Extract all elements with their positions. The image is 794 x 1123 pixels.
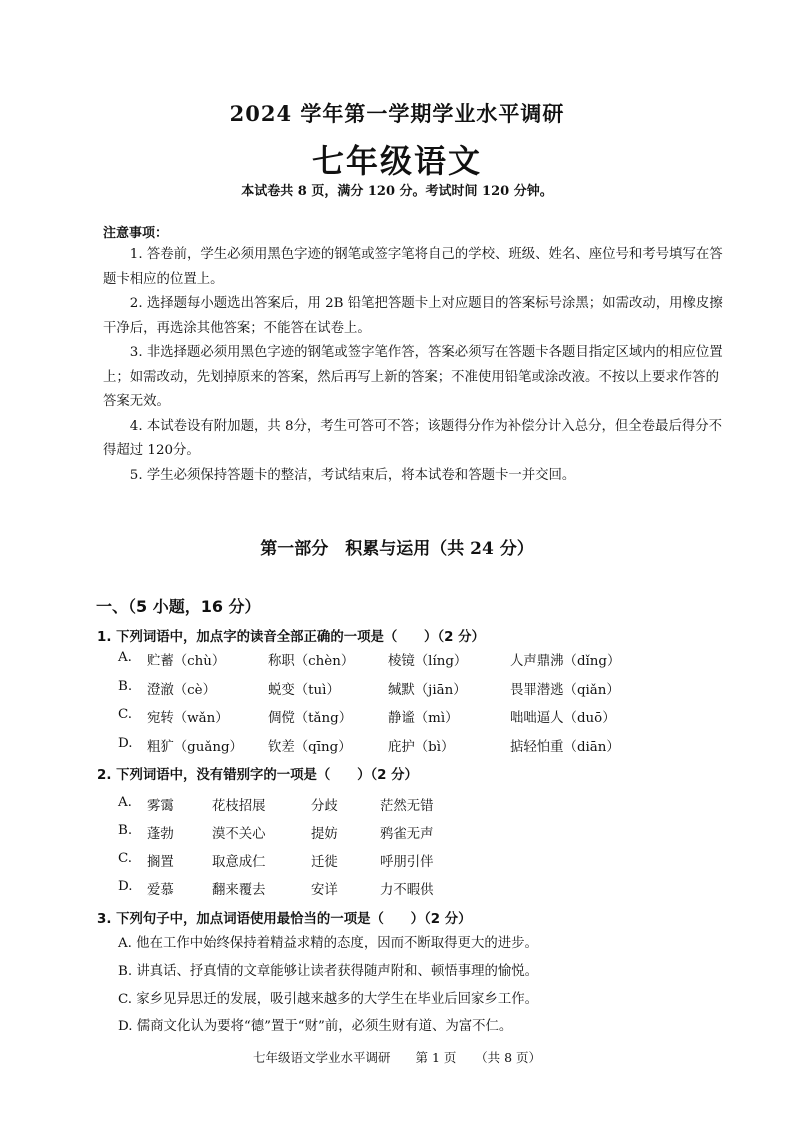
option-label: C.	[118, 851, 133, 866]
option-item: 安详	[311, 883, 338, 898]
option-item: 力不暇供	[380, 883, 434, 898]
option-sentence: D. 儒商文化认为要将“德”置于“财”前，必须生财有道、为富不仁。	[118, 1019, 513, 1034]
option-item: 提妨	[311, 827, 338, 842]
option-item: 倜傥（tǎng）	[268, 711, 353, 726]
option-item: 钦差（qīng）	[268, 740, 352, 755]
option-label: B.	[118, 823, 133, 838]
option-item: 贮蓄（chù）	[147, 654, 226, 669]
notice-heading: 注意事项：	[103, 226, 169, 241]
option-item: 澄澈（cè）	[147, 683, 216, 698]
question-1-stem: 1. 下列词语中，加点字的读音全部正确的一项是（ ）（2 分）	[97, 630, 485, 645]
option-item: 宛转（wǎn）	[147, 711, 229, 726]
option-label: A.	[118, 650, 132, 665]
option-item: 爱慕	[147, 883, 174, 898]
option-item: 咄咄逼人（duō）	[510, 711, 616, 726]
option-sentence: B. 讲真话、抒真情的文章能够让读者获得随声附和、顿悟事理的愉悦。	[118, 964, 539, 979]
page-footer: 七年级语文学业水平调研 第 1 页 （共 8 页）	[252, 1050, 542, 1065]
exam-info: 本试卷共 8 页，满分 120 分。考试时间 120 分钟。	[241, 184, 553, 199]
option-label: D.	[118, 736, 133, 751]
option-label: C.	[118, 707, 133, 722]
question-3-stem: 3. 下列句子中，加点词语使用最恰当的一项是（ ）（2 分）	[97, 912, 472, 927]
notice-item: 5. 学生必须保持答题卡的整洁，考试结束后，将本试卷和答题卡一并交回。	[129, 467, 576, 483]
option-item: 茫然无错	[380, 799, 434, 814]
option-item: 庇护（bì）	[388, 740, 455, 755]
option-item: 呼朋引伴	[380, 855, 434, 870]
option-item: 称职（chèn）	[268, 654, 355, 669]
option-label: B.	[118, 679, 133, 694]
option-item: 搁置	[147, 855, 174, 870]
option-label: A.	[118, 795, 132, 810]
notice-item: 1. 答卷前，学生必须用黑色字迹的钢笔或签字笔将自己的学校、班级、姓名、座位号和考号填写在答题卡相应的位置上。	[103, 247, 723, 287]
option-item: 鸦雀无声	[380, 827, 434, 842]
option-item: 雾霭	[147, 799, 174, 814]
part-title: 第一部分 积累与运用（共 24 分）	[260, 539, 534, 559]
subject-title: 七年级语文	[311, 142, 482, 180]
option-item: 掂轻怕重（diān）	[510, 740, 620, 755]
section-heading: 一、（5 小题，16 分）	[96, 597, 261, 616]
notice-item: 3. 非选择题必须用黑色字迹的钢笔或签字笔作答，答案必须写在答题卡各题目指定区域内的相应位置上；如需改动，先划掉原来的答案，然后再写上新的答案；不准使用铅笔或涂改液。不按以上要求作答的答案无效。	[103, 345, 723, 409]
option-label: D.	[118, 879, 133, 894]
option-item: 静谧（mì）	[388, 711, 459, 726]
exam-title: 2024 学年第一学期学业水平调研	[229, 101, 565, 126]
option-item: 漠不关心	[212, 827, 266, 842]
option-item: 蓬勃	[147, 827, 174, 842]
option-item: 翻来覆去	[212, 883, 266, 898]
option-item: 蜕变（tuì）	[268, 683, 340, 698]
option-sentence: C. 家乡见异思迁的发展，吸引越来越多的大学生在毕业后回家乡工作。	[118, 992, 538, 1007]
option-item: 棱镜（líng）	[388, 654, 468, 669]
option-item: 畏罪潜逃（qiǎn）	[510, 683, 620, 698]
notice-item: 2. 选择题每小题选出答案后，用 2B 铅笔把答题卡上对应题目的答案标号涂黑；如需改动，用橡皮擦干净后，再选涂其他答案；不能答在试卷上。	[103, 296, 723, 336]
notice-list	[103, 243, 725, 488]
option-item: 粗犷（guǎng）	[147, 740, 243, 755]
option-item: 分歧	[311, 799, 338, 814]
option-item: 人声鼎沸（dǐng）	[510, 654, 621, 669]
option-item: 取意成仁	[212, 855, 266, 870]
option-item: 花枝招展	[212, 799, 266, 814]
question-2-stem: 2. 下列词语中，没有错别字的一项是（ ）（2 分）	[97, 768, 418, 783]
notice-item: 4. 本试卷设有附加题，共 8分，考生可答可不答；该题得分作为补偿分计入总分，但全卷最后得分不得超过 120分。	[103, 418, 723, 458]
option-item: 迁徙	[311, 855, 338, 870]
option-sentence: A. 他在工作中始终保持着精益求精的态度，因而不断取得更大的进步。	[118, 936, 538, 951]
option-item: 缄默（jiān）	[388, 683, 467, 698]
